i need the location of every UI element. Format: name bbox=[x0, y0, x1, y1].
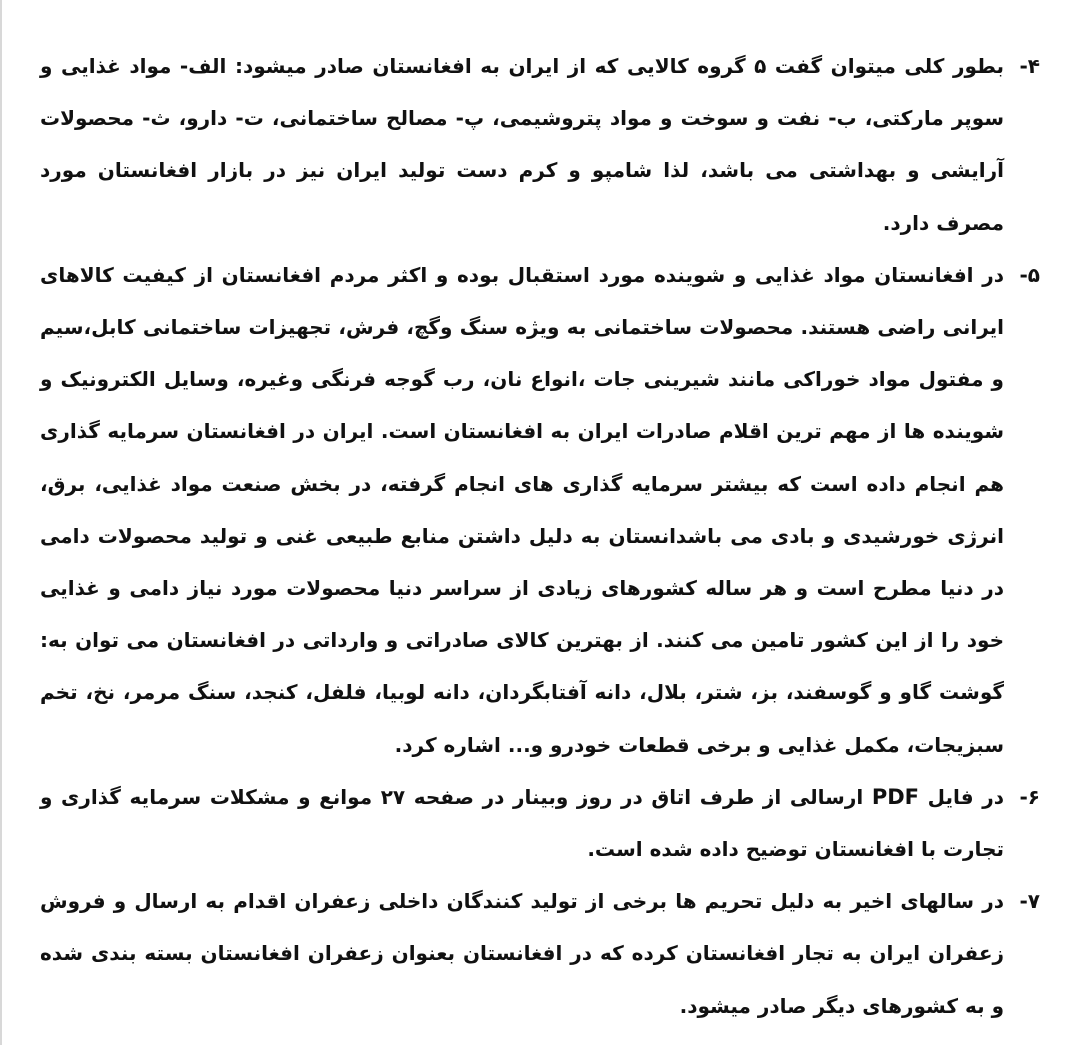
list-item-5 bbox=[40, 249, 1040, 771]
item-number: ۶- bbox=[1019, 784, 1040, 809]
item-text: در سالهای اخیر به دلیل تحریم ها برخی از تولید کنندگان داخلی زعفران اقدام به ارسال و فروش زعفران ایران به تجار افغانستان کرده که در افغانستان بعنوان زعفران افغانستان بسته بندی شده و به کشورهای دیگر صادر میشود. bbox=[40, 889, 1004, 1018]
list-item-6 bbox=[40, 771, 1040, 875]
item-text bbox=[40, 771, 1004, 875]
page-left-edge bbox=[0, 0, 2, 1045]
list-item-4 bbox=[40, 40, 1040, 249]
item-number: ۵- bbox=[1019, 262, 1040, 287]
item-text-end: ارسالی از طرف اتاق در روز وبینار در صفحه ۲۷ موانع و مشکلات سرمایه گذاری و تجارت با افغانستان توضیح داده شده است. bbox=[40, 784, 1004, 862]
item-number: ۴- bbox=[1019, 54, 1040, 78]
list-item-7 bbox=[40, 875, 1040, 1032]
item-number: ۷- bbox=[1019, 889, 1040, 914]
document-body bbox=[40, 40, 1040, 1032]
item-text: در افغانستان مواد غذایی و شوینده مورد استقبال بوده و اکثر مردم افغانستان از کیفیت کالاهای ایرانی راضی هستند. محصولات ساختمانی به ویژه سنگ وگچ، فرش، تجهیزات ساختمانی کابل،سیم و مفتول مواد خوراکی مانند شیرینی جات ،انواع نان، رب گوجه فرنگی وغیره، وسایل الکترونیک و شوینده ها از مهم ترین اقلام صادرات ایران به افغانستان است. ایران در افغانستان سرمایه گذاری هم انجام داده است که بیشتر سرمایه گذاری های انجام گرفته، در بخش صنعت مواد غذایی، برق، انرژی خورشیدی و بادی می باشدانستان به دلیل داشتن منابع طبیعی غنی و تولید محصولات دامی در دنیا مطرح است و هر ساله کشورهای زیادی از سراسر دنیا محصولات مورد نیاز دامی و غذایی خود را از این کشور تامین می کنند. از بهترین کالای صادراتی و وارداتی در افغانستان می توان به: گوشت گاو و گوسفند، بز، شتر، بلال، دانه آفتابگردان، دانه لوبیا، فلفل، کنجد، سنگ مرمر، نخ، تخم سبزیجات، مکمل غذایی و برخی قطعات خودرو و... اشاره کرد. bbox=[40, 262, 1004, 757]
item-text: بطور کلی میتوان گفت ۵ گروه کالایی که از ایران به افغانستان صادر میشود: الف- مواد غذایی و سوپر مارکتی، ب- نفت و سوخت و مواد پتروشیمی، پ- مصالح ساختمانی، ت- دارو، ث- محصولات آرایشی و بهداشتی می باشد، لذا شامپو و کرم دست تولید ایران نیز در بازار افغانستان مورد مصرف دارد. bbox=[40, 54, 1004, 235]
pdf-term: PDF bbox=[871, 784, 919, 809]
item-text-start: در فایل bbox=[927, 784, 1004, 809]
